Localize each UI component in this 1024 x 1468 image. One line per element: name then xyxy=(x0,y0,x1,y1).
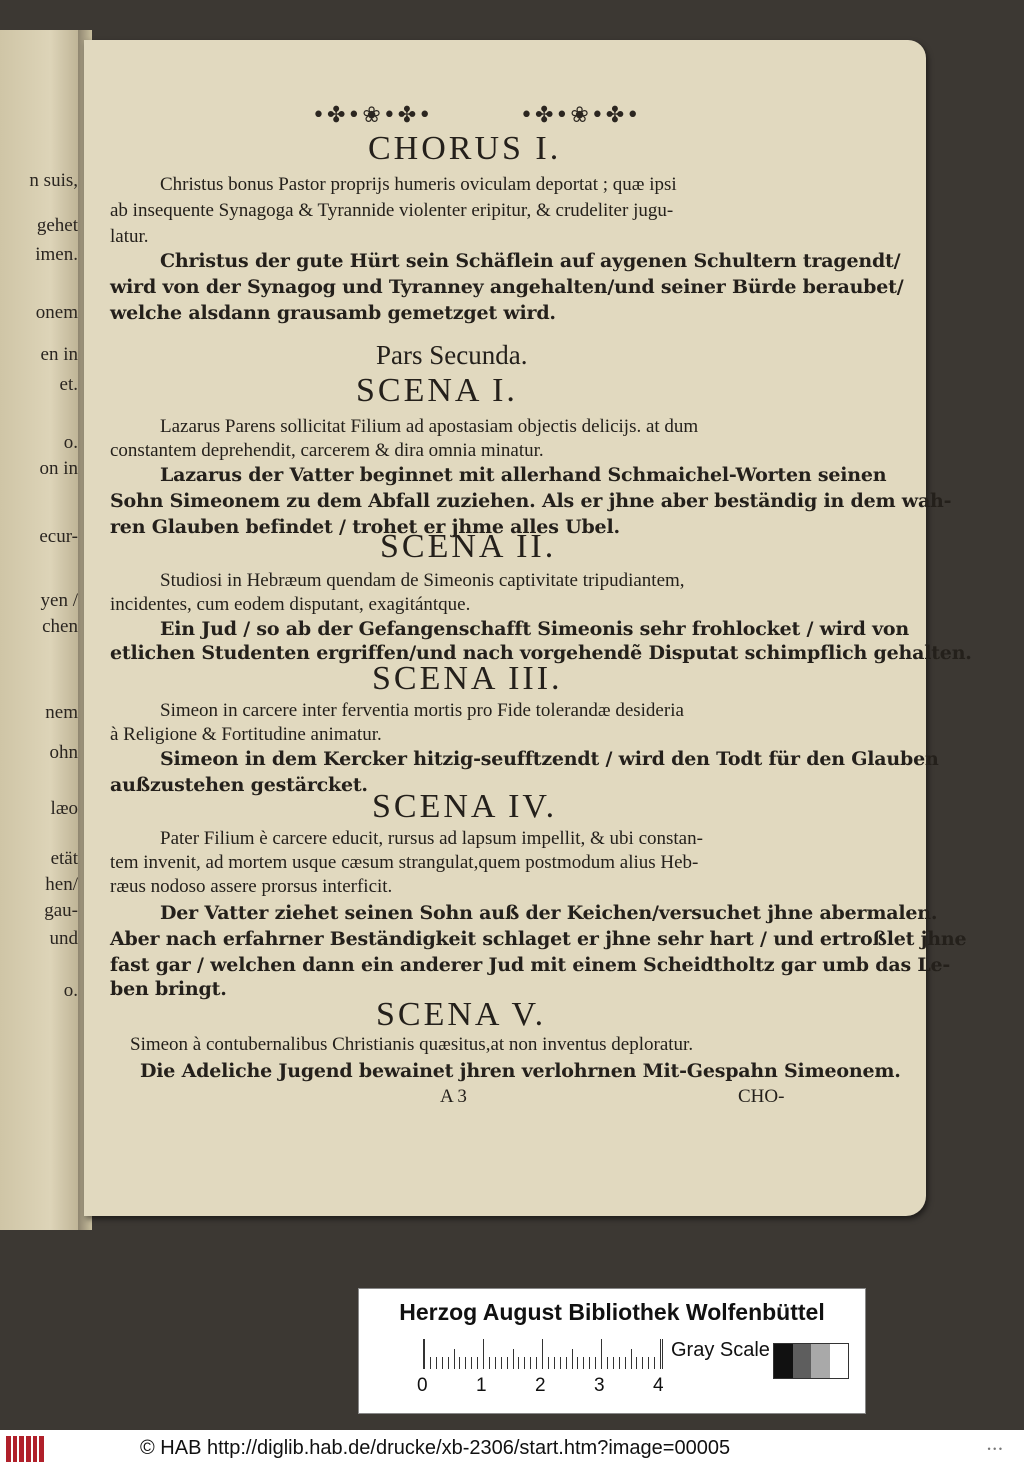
scale-tick xyxy=(589,1357,590,1369)
scene-2-heading: SCENA II. xyxy=(380,528,557,565)
scene-3-german-line: außzustehen gestärcket. xyxy=(110,774,368,796)
more-icon: • • • xyxy=(987,1444,1002,1454)
scale-tick xyxy=(560,1357,561,1369)
scene-4-latin-line: tem invenit, ad mortem usque cæsum strangulat,quem postmodum alius Heb- xyxy=(110,852,699,873)
scale-tick xyxy=(501,1357,502,1369)
left-page-fragment: etät xyxy=(50,848,78,869)
signature-mark: A 3 xyxy=(440,1086,467,1107)
chorus-latin-line: ab insequente Synagoga & Tyrannide violenter eripitur, & crudeliter jugu- xyxy=(110,200,674,221)
scene-1-heading: SCENA I. xyxy=(356,372,518,409)
scene-2-german-line: etlichen Studenten ergriffen/und nach vorgehendẽ Disputat schimpflich gehalten. xyxy=(110,642,972,664)
copyright-url-text: © HAB http://diglib.hab.de/drucke/xb-2306/start.htm?image=00005 xyxy=(140,1437,731,1459)
scale-tick xyxy=(625,1357,626,1369)
scene-4-latin-line: ræus nodoso assere prorsus interficit. xyxy=(110,876,393,897)
left-page-fragment: hen/ xyxy=(45,874,78,895)
scale-tick xyxy=(648,1357,649,1369)
scale-tick xyxy=(654,1357,655,1369)
scale-tick xyxy=(642,1357,643,1369)
gray-swatch xyxy=(811,1344,830,1378)
library-scale-card xyxy=(358,1288,866,1414)
scale-number: 4 xyxy=(653,1375,664,1396)
scene-3-german-line: Simeon in dem Kercker hitzig-seufftzendt / wird den Todt für den Glauben xyxy=(160,748,939,770)
scale-tick xyxy=(436,1357,437,1369)
gray-scale-label: Gray Scale xyxy=(671,1339,770,1361)
headpiece-ornament-right: •✤•❀•✤• xyxy=(520,103,642,128)
measurement-scale xyxy=(423,1339,663,1369)
library-name: Herzog August Bibliothek Wolfenbüttel xyxy=(399,1299,825,1325)
scale-number: 0 xyxy=(417,1375,428,1396)
scene-1-latin-line: Lazarus Parens sollicitat Filium ad apostasiam objectis delicijs. at dum xyxy=(160,416,699,437)
scale-tick xyxy=(459,1357,460,1369)
scene-4-german-line: Der Vatter ziehet seinen Sohn auß der Keichen/versuchet jhne abermalen. xyxy=(160,902,938,924)
scene-3-latin-line: Simeon in carcere inter ferventia mortis pro Fide tolerandæ desideria xyxy=(160,700,684,721)
scale-tick xyxy=(595,1357,596,1369)
scene-3-latin-line: à Religione & Fortitudine animatur. xyxy=(110,724,382,745)
scale-tick xyxy=(542,1339,543,1369)
scale-tick xyxy=(465,1357,466,1369)
footer-bar xyxy=(0,1430,1024,1468)
gray-swatch xyxy=(793,1344,812,1378)
scale-tick xyxy=(495,1357,496,1369)
scene-1-german-line: Sohn Simeonem zu dem Abfall zuziehen. Als er jhne aber beständig in dem wah- xyxy=(110,490,952,512)
left-page-fragment: o. xyxy=(63,980,78,1001)
scale-tick xyxy=(631,1349,632,1369)
part-title: Pars Secunda. xyxy=(376,340,528,370)
scene-2-latin-line: Studiosi in Hebræum quendam de Simeonis captivitate tripudiantem, xyxy=(160,570,685,591)
scene-5-german-line: Die Adeliche Jugend bewainet jhren verlohrnen Mit-Gespahn Simeonem. xyxy=(140,1060,901,1082)
scale-tick xyxy=(583,1357,584,1369)
left-page-fragment: ecur- xyxy=(39,526,78,547)
left-page-fragment: und xyxy=(49,928,78,949)
left-page-fragment: gau- xyxy=(44,900,78,921)
scene-4-german-line: Aber nach erfahrner Beständigkeit schlaget er jhne sehr hart / und ertroßlet jhne xyxy=(110,928,967,950)
scale-tick xyxy=(660,1339,661,1369)
left-page-fragment: et. xyxy=(59,374,78,395)
scale-tick xyxy=(483,1339,484,1369)
scale-tick xyxy=(566,1357,567,1369)
scene-1-german-line: ren Glauben befindet / trohet er jhme alles Ubel. xyxy=(110,516,620,538)
scene-1-german-line: Lazarus der Vatter beginnet mit allerhand Schmaichel-Worten seinen xyxy=(160,464,887,486)
chorus-german-line: Christus der gute Hürt sein Schäflein auf aygenen Schultern tragendt/ xyxy=(160,250,901,272)
scale-tick xyxy=(513,1349,514,1369)
scale-tick xyxy=(489,1357,490,1369)
scale-number: 2 xyxy=(535,1375,546,1396)
scale-tick xyxy=(577,1357,578,1369)
scene-5-heading: SCENA V. xyxy=(376,996,547,1033)
scale-tick xyxy=(536,1357,537,1369)
left-page-fragment: n suis, xyxy=(29,170,78,191)
headpiece-ornament-left: •✤•❀•✤• xyxy=(312,103,434,128)
scale-tick xyxy=(572,1349,573,1369)
chorus-german-line: wird von der Synagog und Tyranney angehalten/und seiner Bürde beraubet/ xyxy=(110,276,904,298)
left-page-fragment: on in xyxy=(39,458,78,479)
scene-4-german-line: ben bringt. xyxy=(110,978,227,1000)
left-page-fragment: gehet xyxy=(36,215,78,236)
scale-tick xyxy=(619,1357,620,1369)
scale-tick xyxy=(424,1339,425,1369)
scale-tick xyxy=(442,1357,443,1369)
left-page-fragment: læo xyxy=(50,798,78,819)
scale-number: 1 xyxy=(476,1375,487,1396)
left-page-fragment: o. xyxy=(63,432,78,453)
left-page-fragment: imen. xyxy=(35,244,78,265)
gray-swatch xyxy=(774,1344,793,1378)
chorus-latin-line: latur. xyxy=(110,226,149,247)
chorus-heading: CHORUS I. xyxy=(368,130,562,167)
chorus-german-line: welche alsdann grausamb gemetzget wird. xyxy=(110,302,556,324)
scale-tick xyxy=(507,1357,508,1369)
scene-5-latin-line: Simeon à contubernalibus Christianis quæsitus,at non inventus deploratur. xyxy=(130,1034,694,1055)
catchword: CHO- xyxy=(738,1086,785,1107)
hab-logo-icon xyxy=(6,1436,44,1462)
scene-4-latin-line: Pater Filium è carcere educit, rursus ad lapsum impellit, & ubi constan- xyxy=(160,828,703,849)
left-page-fragment: nem xyxy=(45,702,78,723)
scale-tick xyxy=(454,1349,455,1369)
left-page-fragment: onem xyxy=(35,302,78,323)
scale-number: 3 xyxy=(594,1375,605,1396)
left-page-edge xyxy=(0,30,84,1230)
scale-tick xyxy=(601,1339,602,1369)
left-page-fragment: en in xyxy=(40,344,78,365)
scale-tick xyxy=(607,1357,608,1369)
left-page-fragment: chen xyxy=(42,616,78,637)
scene-4-german-line: fast gar / welchen dann ein anderer Jud mit einem Scheidtholtz gar umb das Le- xyxy=(110,954,951,976)
scale-tick xyxy=(430,1357,431,1369)
left-page-fragment: yen / xyxy=(40,590,78,611)
scale-tick xyxy=(448,1357,449,1369)
scale-tick xyxy=(477,1357,478,1369)
scale-tick xyxy=(613,1357,614,1369)
scene-2-german-line: Ein Jud / so ab der Gefangenschafft Simeonis sehr frohlocket / wird von xyxy=(160,618,910,640)
gray-swatch xyxy=(830,1344,849,1378)
scene-4-heading: SCENA IV. xyxy=(372,788,558,825)
left-page-fragment: ohn xyxy=(49,742,78,763)
scale-tick xyxy=(518,1357,519,1369)
scale-tick xyxy=(636,1357,637,1369)
scale-tick xyxy=(548,1357,549,1369)
scene-2-latin-line: incidentes, cum eodem disputant, exagitántque. xyxy=(110,594,471,615)
scale-tick xyxy=(554,1357,555,1369)
scale-tick xyxy=(471,1357,472,1369)
scale-tick xyxy=(530,1357,531,1369)
scene-1-latin-line: constantem deprehendit, carcerem & dira omnia minatur. xyxy=(110,440,544,461)
scale-tick xyxy=(524,1357,525,1369)
scene-3-heading: SCENA III. xyxy=(372,660,563,697)
gray-scale-swatches xyxy=(773,1343,849,1379)
chorus-latin-line: Christus bonus Pastor proprijs humeris oviculam deportat ; quæ ipsi xyxy=(160,174,677,195)
